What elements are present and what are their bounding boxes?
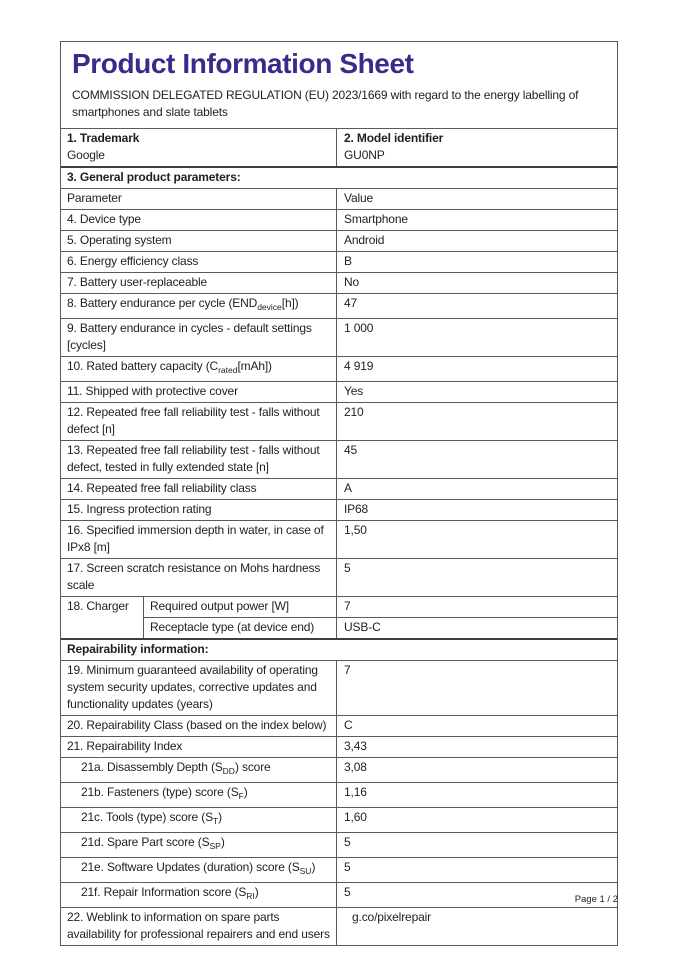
label-pre: 21d. Spare Part score (S (81, 835, 210, 849)
label-subscript: T (212, 816, 219, 826)
table-row-free-fall-test-extended (61, 440, 617, 478)
table-row-scratch-resistance (61, 558, 617, 596)
table-row-operating-system (61, 230, 617, 251)
parameter-text: Receptacle type (at device end) (144, 618, 337, 638)
table-row-disassembly-depth (61, 757, 617, 782)
table-row-rated-battery-capacity (61, 356, 617, 381)
column-header-parameter: Parameter (61, 189, 337, 209)
label-pre: 8. Battery endurance per cycle (END (67, 296, 258, 310)
table-row-software-updates-score (61, 857, 617, 882)
value-text: 3,08 (344, 760, 367, 774)
value-text: Smartphone (344, 212, 408, 226)
parameter-text: 15. Ingress protection rating (61, 500, 337, 520)
label-pre: 21b. Fasteners (type) score (S (81, 785, 239, 799)
identity-row (61, 128, 617, 166)
value-text: 1,16 (344, 785, 367, 799)
table-row-device-type (61, 209, 617, 230)
table-row-battery-replaceable (61, 272, 617, 293)
value-text: 5 (344, 885, 351, 899)
table-row-repairability-class (61, 715, 617, 736)
section-header-general (61, 166, 617, 188)
value-text: Yes (344, 384, 364, 398)
parameter-text (61, 357, 337, 381)
charger-subtable (144, 597, 617, 638)
parameter-text: 11. Shipped with protective cover (61, 382, 337, 402)
value-text: 7 (344, 663, 351, 677)
label-subscript: device (257, 302, 282, 312)
parameter-text: 16. Specified immersion depth in water, in case of IPx8 [m] (61, 521, 337, 558)
trademark-value: Google (67, 148, 105, 162)
parameter-text: 17. Screen scratch resistance on Mohs hardness scale (61, 559, 337, 596)
model-label: 2. Model identifier (344, 131, 444, 145)
parameter-text (61, 858, 337, 882)
product-information-table (60, 41, 618, 946)
label-subscript: DD (222, 766, 235, 776)
page-number: Page 1 / 2 (574, 894, 618, 905)
value-text: Android (344, 233, 385, 247)
label-pre: 21f. Repair Information score (S (81, 885, 247, 899)
value-text: 5 (344, 835, 351, 849)
table-row-immersion-depth (61, 520, 617, 558)
section-header-repairability (61, 638, 617, 660)
value-text: USB-C (344, 620, 381, 634)
table-row-charger (61, 596, 617, 638)
table-row-energy-class (61, 251, 617, 272)
value-text: 7 (344, 599, 351, 613)
parameter-text: 7. Battery user-replaceable (61, 273, 337, 293)
table-row-ingress-protection (61, 499, 617, 520)
label-post: [h]) (281, 296, 299, 310)
charger-subrow-receptacle (144, 617, 617, 638)
table-row-security-updates (61, 660, 617, 715)
regulation-subtitle: COMMISSION DELEGATED REGULATION (EU) 2023/1669 with regard to the energy labelling of smartphones and slate tablets (72, 88, 579, 119)
value-text: 4 919 (344, 359, 374, 373)
parameter-text: Required output power [W] (144, 597, 337, 617)
label-pre: 21e. Software Updates (duration) score (S (81, 860, 300, 874)
table-row-repairability-index (61, 736, 617, 757)
table-row-battery-endurance-cycles (61, 318, 617, 356)
parameter-text (61, 808, 337, 832)
label-subscript: rated (218, 365, 238, 375)
label-subscript: F (238, 791, 244, 801)
parameter-text: 5. Operating system (61, 231, 337, 251)
value-text: 210 (344, 405, 364, 419)
page-title: Product Information Sheet (72, 48, 414, 79)
parameter-text (61, 758, 337, 782)
value-text: C (344, 718, 353, 732)
table-row-battery-endurance-cycle (61, 293, 617, 318)
label-pre: 21a. Disassembly Depth (S (81, 760, 223, 774)
value-text: 45 (344, 443, 358, 457)
value-text: 1 000 (344, 321, 374, 335)
trademark-cell (61, 129, 337, 166)
label-pre: 10. Rated battery capacity (C (67, 359, 219, 373)
parameter-text: 12. Repeated free fall reliability test - falls without defect [n] (61, 403, 337, 440)
charger-label: 18. Charger (61, 597, 144, 638)
title-block (61, 42, 617, 128)
table-row-spare-parts-weblink (61, 907, 617, 945)
weblink-text: g.co/pixelrepair (352, 910, 431, 924)
parameter-text: 13. Repeated free fall reliability test - falls without defect, tested in fully extended state [n] (61, 441, 337, 478)
label-post: ) score (234, 760, 271, 774)
parameter-text: 21. Repairability Index (61, 737, 337, 757)
parameter-text: 20. Repairability Class (based on the index below) (61, 716, 337, 736)
label-post: ) (220, 835, 225, 849)
value-text: 1,50 (344, 523, 367, 537)
column-header-row (61, 188, 617, 209)
value-text: IP68 (344, 502, 369, 516)
trademark-label: 1. Trademark (67, 131, 140, 145)
parameter-text: 19. Minimum guaranteed availability of operating system security updates, corrective updates and functionality updates (years) (61, 661, 337, 715)
label-subscript: SP (209, 841, 221, 851)
label-post: ) (311, 860, 316, 874)
model-value: GU0NP (344, 148, 385, 162)
value-text: A (344, 481, 352, 495)
charger-subrow-power (144, 597, 617, 617)
parameter-text: 6. Energy efficiency class (61, 252, 337, 272)
value-text: 5 (344, 860, 351, 874)
section-header-label: Repairability information: (67, 642, 209, 656)
parameter-text: 22. Weblink to information on spare parts availability for professional repairers and end users (61, 908, 337, 945)
parameter-text: 9. Battery endurance in cycles - default settings [cycles] (61, 319, 337, 356)
value-text: 3,43 (344, 739, 367, 753)
label-post: [mAh]) (237, 359, 272, 373)
parameter-text (61, 833, 337, 857)
model-identifier-cell (337, 129, 617, 166)
column-header-value: Value (344, 191, 374, 205)
value-text: 1,60 (344, 810, 367, 824)
table-row-free-fall-class (61, 478, 617, 499)
parameter-text (61, 783, 337, 807)
label-post: ) (218, 810, 222, 824)
table-row-free-fall-test (61, 402, 617, 440)
parameter-text: 4. Device type (61, 210, 337, 230)
value-text: 47 (344, 296, 358, 310)
parameter-text (61, 294, 337, 318)
table-row-fasteners-score (61, 782, 617, 807)
label-subscript: SU (299, 866, 312, 876)
value-text: 5 (344, 561, 351, 575)
label-pre: 21c. Tools (type) score (S (81, 810, 213, 824)
label-post: ) (243, 785, 248, 799)
parameter-text: 14. Repeated free fall reliability class (61, 479, 337, 499)
table-row-tools-score (61, 807, 617, 832)
table-row-spare-part-score (61, 832, 617, 857)
value-text: No (344, 275, 360, 289)
table-row-protective-cover (61, 381, 617, 402)
label-subscript: RI (246, 891, 255, 901)
section-header-label: 3. General product parameters: (67, 170, 241, 184)
label-post: ) (254, 885, 259, 899)
value-text: B (344, 254, 352, 268)
